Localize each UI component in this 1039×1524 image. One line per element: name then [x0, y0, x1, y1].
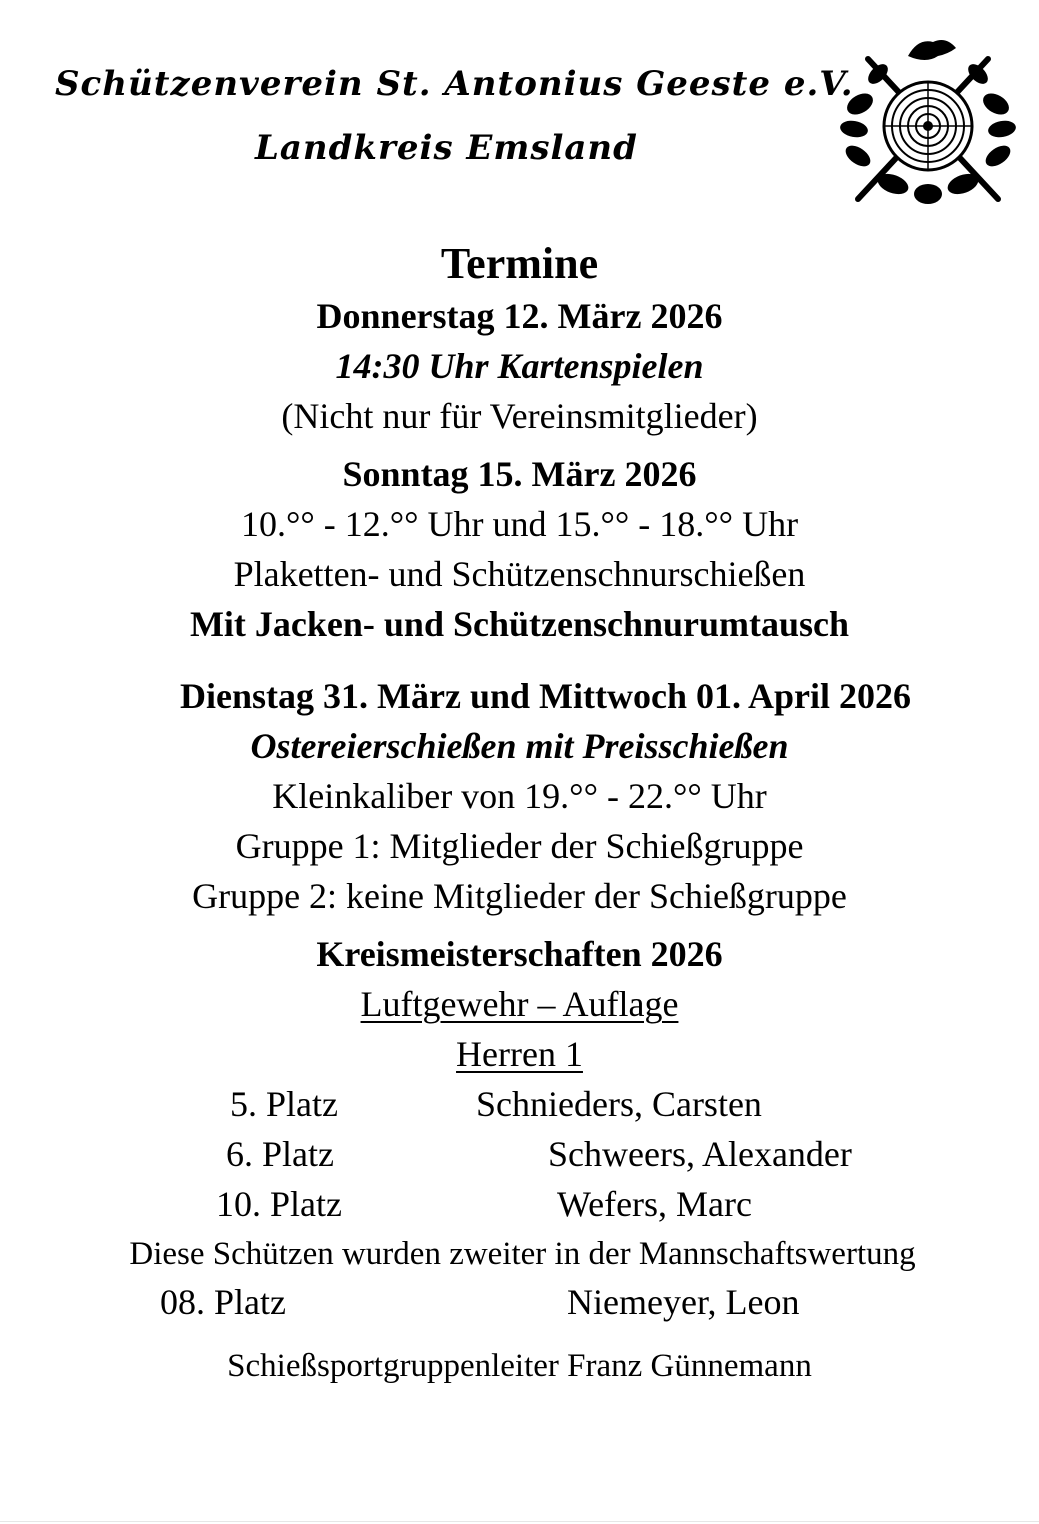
- results-discipline: Luftgewehr – Auflage: [360, 984, 679, 1024]
- placement-place: 5. Platz: [230, 1084, 338, 1124]
- placement-row: [0, 1182, 1039, 1226]
- placement-name: Wefers, Marc: [557, 1184, 752, 1224]
- event-1-date: Donnerstag 12. März 2026: [316, 296, 723, 336]
- event-1-activity: 14:30 Uhr Kartenspielen: [335, 346, 704, 386]
- placement-place: 10. Platz: [216, 1184, 342, 1224]
- event-2-extra: Mit Jacken- und Schützenschnurumtausch: [189, 604, 850, 644]
- page-title: Termine: [440, 239, 599, 288]
- page-divider: [0, 1521, 1039, 1522]
- event-3-date: Dienstag 31. März und Mittwoch 01. April 2026: [180, 676, 911, 716]
- event-3-activity: Ostereierschießen mit Preisschießen: [250, 726, 789, 766]
- results-class: Herren 1: [456, 1034, 583, 1074]
- event-3-group-2: Gruppe 2: keine Mitglieder der Schießgruppe: [192, 876, 847, 916]
- event-2-time: 10.°° - 12.°° Uhr und 15.°° - 18.°° Uhr: [240, 504, 799, 544]
- event-2-activity: Plaketten- und Schützenschnurschießen: [233, 554, 806, 594]
- letterhead: [0, 0, 1039, 225]
- placement-name: Niemeyer, Leon: [567, 1282, 800, 1322]
- signature: Schießsportgruppenleiter Franz Günnemann: [227, 1348, 812, 1384]
- placement-place: 08. Platz: [160, 1282, 286, 1322]
- results-heading: Kreismeisterschaften 2026: [316, 934, 723, 974]
- placement-row: [0, 1082, 1039, 1126]
- team-note: Diese Schützen wurden zweiter in der Mannschaftswertung: [129, 1236, 916, 1272]
- event-2-date: Sonntag 15. März 2026: [342, 454, 697, 494]
- shooting-club-emblem-icon: [838, 34, 1018, 212]
- placement-name: Schnieders, Carsten: [476, 1084, 762, 1124]
- event-3-time: Kleinkaliber von 19.°° - 22.°° Uhr: [272, 776, 767, 816]
- placement-place: 6. Platz: [226, 1134, 334, 1174]
- placement-name: Schweers, Alexander: [548, 1134, 852, 1174]
- placement-row: [0, 1132, 1039, 1176]
- placement-row: [0, 1280, 1039, 1324]
- event-1-note: (Nicht nur für Vereinsmitglieder): [281, 396, 758, 436]
- club-district: Landkreis Emsland: [255, 128, 638, 168]
- event-3-group-1: Gruppe 1: Mitglieder der Schießgruppe: [235, 826, 804, 866]
- club-name: Schützenverein St. Antonius Geeste e.V.: [55, 64, 854, 104]
